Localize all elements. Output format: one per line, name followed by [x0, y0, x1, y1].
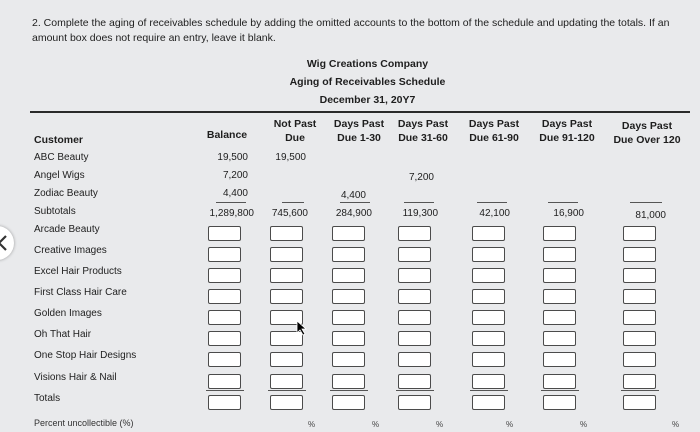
- row-label-golden-images: Golden Images: [34, 308, 102, 319]
- totals-rule-days-91-120: [541, 390, 579, 391]
- amount-box-golden-images-days-1-30[interactable]: [332, 310, 365, 325]
- amount-box-creative-images-days-1-30[interactable]: [332, 247, 365, 262]
- pct-sign-d91-120: %: [580, 420, 588, 429]
- amount-box-one-stop-hair-designs-days-31-60[interactable]: [398, 352, 431, 367]
- amount-box-oh-that-hair-days-91-120[interactable]: [543, 331, 576, 346]
- totals-rule-days-61-90: [470, 390, 508, 391]
- days-over-120-header: Days Past Due Over 120: [613, 120, 681, 146]
- row-label-angel-wigs: Angel Wigs: [34, 170, 85, 181]
- amount-box-golden-images-days-61-90[interactable]: [472, 310, 505, 325]
- amount-box-oh-that-hair-days-61-90[interactable]: [472, 331, 505, 346]
- row-label-percent-uncollectible: Percent uncollectible (%): [34, 418, 134, 428]
- totals-rule-days-31-60: [396, 390, 434, 391]
- totals-rule-days-1-30: [330, 390, 368, 391]
- pct-sign-d1-30: %: [372, 420, 380, 429]
- amount-box-one-stop-hair-designs-not-past[interactable]: [270, 352, 303, 367]
- report-title: Aging of Receivables Schedule: [289, 76, 446, 88]
- amount-box-arcade-beauty-days-1-30[interactable]: [332, 226, 365, 241]
- customer-header: Customer: [34, 134, 84, 146]
- subtotal-balance: 1,289,800: [209, 208, 254, 219]
- amount-box-arcade-beauty-balance[interactable]: [208, 226, 241, 241]
- row-label-abc-beauty: ABC Beauty: [34, 152, 89, 163]
- amount-box-one-stop-hair-designs-days-61-90[interactable]: [472, 352, 505, 367]
- row-label-subtotals: Subtotals: [34, 206, 76, 217]
- amount-box-one-stop-hair-designs-days-1-30[interactable]: [332, 352, 365, 367]
- days-31-60-header: Days Past Due 31-60: [397, 118, 449, 144]
- previous-nav-button[interactable]: [0, 226, 14, 260]
- pct-sign-d31-60: %: [436, 420, 444, 429]
- totals-rule-days-over-120: [621, 390, 659, 391]
- amount-box-visions-hair-nail-days-91-120[interactable]: [543, 374, 576, 389]
- amount-box-totals-days-1-30[interactable]: [332, 395, 365, 410]
- angel-balance: 7,200: [222, 170, 248, 181]
- balance-underline: [216, 202, 246, 203]
- zodiac-balance: 4,400: [222, 188, 248, 199]
- abc-balance: 19,500: [217, 152, 248, 163]
- amount-box-creative-images-balance[interactable]: [208, 247, 241, 262]
- amount-box-totals-days-31-60[interactable]: [398, 395, 431, 410]
- amount-box-totals-days-over-120[interactable]: [623, 395, 656, 410]
- totals-rule-balance: [206, 390, 244, 391]
- amount-box-golden-images-days-over-120[interactable]: [623, 310, 656, 325]
- amount-box-totals-days-91-120[interactable]: [543, 395, 576, 410]
- row-label-excel-hair-products: Excel Hair Products: [34, 266, 122, 277]
- row-label-oh-that-hair: Oh That Hair: [34, 329, 92, 340]
- amount-box-golden-images-days-91-120[interactable]: [543, 310, 576, 325]
- row-label-one-stop-hair-designs: One Stop Hair Designs: [34, 350, 137, 361]
- amount-box-first-class-hair-care-days-over-120[interactable]: [623, 289, 656, 304]
- d31-60-underline: [404, 202, 434, 203]
- amount-box-visions-hair-nail-not-past[interactable]: [270, 374, 303, 389]
- amount-box-visions-hair-nail-balance[interactable]: [208, 374, 241, 389]
- amount-box-visions-hair-nail-days-31-60[interactable]: [398, 374, 431, 389]
- d1-30-underline: [340, 202, 370, 203]
- instructions-text: 2. Complete the aging of receivables schedule by adding the omitted accounts to the bottom of the schedule and updating the totals. If an amount box does not require an entry, leave it blank.: [32, 17, 670, 44]
- amount-box-arcade-beauty-days-91-120[interactable]: [543, 226, 576, 241]
- pct-sign-not-past: %: [308, 420, 316, 429]
- amount-box-creative-images-days-over-120[interactable]: [623, 247, 656, 262]
- amount-box-arcade-beauty-days-over-120[interactable]: [623, 226, 656, 241]
- amount-box-totals-balance[interactable]: [208, 395, 241, 410]
- row-label-totals: Totals: [34, 393, 61, 404]
- amount-box-creative-images-days-31-60[interactable]: [398, 247, 431, 262]
- subtotal-days-1-30: 284,900: [335, 208, 372, 219]
- balance-header: Balance: [206, 129, 248, 141]
- subtotal-days-61-90: 42,100: [479, 208, 510, 219]
- amount-box-creative-images-not-past[interactable]: [270, 247, 303, 262]
- subtotal-days-over-120: 81,000: [635, 210, 666, 221]
- amount-box-totals-not-past[interactable]: [270, 395, 303, 410]
- amount-box-excel-hair-products-days-61-90[interactable]: [472, 268, 505, 283]
- amount-box-excel-hair-products-balance[interactable]: [208, 268, 241, 283]
- d61-90-underline: [477, 202, 507, 203]
- amount-box-first-class-hair-care-days-91-120[interactable]: [543, 289, 576, 304]
- amount-box-first-class-hair-care-balance[interactable]: [208, 289, 241, 304]
- pct-sign-d61-90: %: [506, 420, 514, 429]
- amount-box-oh-that-hair-balance[interactable]: [208, 331, 241, 346]
- days-1-30-header: Days Past Due 1-30: [333, 118, 385, 144]
- amount-box-visions-hair-nail-days-1-30[interactable]: [332, 374, 365, 389]
- row-label-visions-hair-nail: Visions Hair & Nail: [34, 372, 117, 383]
- mouse-cursor-icon: [296, 320, 308, 336]
- abc-not-past: 19,500: [275, 152, 306, 163]
- row-label-zodiac-beauty: Zodiac Beauty: [34, 188, 98, 199]
- not-past-due-header: Not Past Due: [273, 118, 317, 144]
- over120-underline: [630, 202, 662, 203]
- amount-box-visions-hair-nail-days-over-120[interactable]: [623, 374, 656, 389]
- d91-120-underline: [548, 202, 578, 203]
- days-61-90-header: Days Past Due 61-90: [468, 118, 520, 144]
- amount-box-arcade-beauty-days-61-90[interactable]: [472, 226, 505, 241]
- amount-box-totals-days-61-90[interactable]: [472, 395, 505, 410]
- pct-sign-over-120: %: [672, 420, 680, 429]
- not-past-underline: [282, 202, 304, 203]
- amount-box-excel-hair-products-days-over-120[interactable]: [623, 268, 656, 283]
- row-label-creative-images: Creative Images: [34, 245, 107, 256]
- amount-box-arcade-beauty-not-past[interactable]: [270, 226, 303, 241]
- amount-box-oh-that-hair-days-over-120[interactable]: [623, 331, 656, 346]
- amount-box-creative-images-days-61-90[interactable]: [472, 247, 505, 262]
- amount-box-first-class-hair-care-days-31-60[interactable]: [398, 289, 431, 304]
- amount-box-first-class-hair-care-not-past[interactable]: [270, 289, 303, 304]
- subtotal-not-past: 745,600: [271, 208, 308, 219]
- amount-box-golden-images-days-31-60[interactable]: [398, 310, 431, 325]
- angel-days-31-60: 7,200: [408, 172, 434, 183]
- amount-box-oh-that-hair-days-31-60[interactable]: [398, 331, 431, 346]
- amount-box-first-class-hair-care-days-61-90[interactable]: [472, 289, 505, 304]
- amount-box-first-class-hair-care-days-1-30[interactable]: [332, 289, 365, 304]
- amount-box-one-stop-hair-designs-days-over-120[interactable]: [623, 352, 656, 367]
- totals-rule-not-past: [268, 390, 306, 391]
- subtotal-days-91-120: 16,900: [553, 208, 584, 219]
- amount-box-one-stop-hair-designs-balance[interactable]: [208, 352, 241, 367]
- amount-box-oh-that-hair-days-1-30[interactable]: [332, 331, 365, 346]
- amount-box-excel-hair-products-not-past[interactable]: [270, 268, 303, 283]
- amount-box-one-stop-hair-designs-days-91-120[interactable]: [543, 352, 576, 367]
- amount-box-excel-hair-products-days-91-120[interactable]: [543, 268, 576, 283]
- chevron-left-icon: [0, 235, 9, 251]
- amount-box-arcade-beauty-days-31-60[interactable]: [398, 226, 431, 241]
- days-91-120-header: Days Past Due 91-120: [539, 118, 595, 144]
- row-label-first-class-hair-care: First Class Hair Care: [34, 287, 127, 298]
- amount-box-golden-images-balance[interactable]: [208, 310, 241, 325]
- amount-box-creative-images-days-91-120[interactable]: [543, 247, 576, 262]
- amount-box-excel-hair-products-days-31-60[interactable]: [398, 268, 431, 283]
- subtotal-days-31-60: 119,300: [402, 208, 438, 219]
- zodiac-days-1-30: 4,400: [340, 190, 366, 201]
- header-rule: [30, 111, 690, 113]
- report-date: December 31, 20Y7: [319, 94, 416, 106]
- amount-box-excel-hair-products-days-1-30[interactable]: [332, 268, 365, 283]
- row-label-arcade-beauty: Arcade Beauty: [34, 224, 100, 235]
- company-name: Wig Creations Company: [306, 58, 429, 70]
- amount-box-visions-hair-nail-days-61-90[interactable]: [472, 374, 505, 389]
